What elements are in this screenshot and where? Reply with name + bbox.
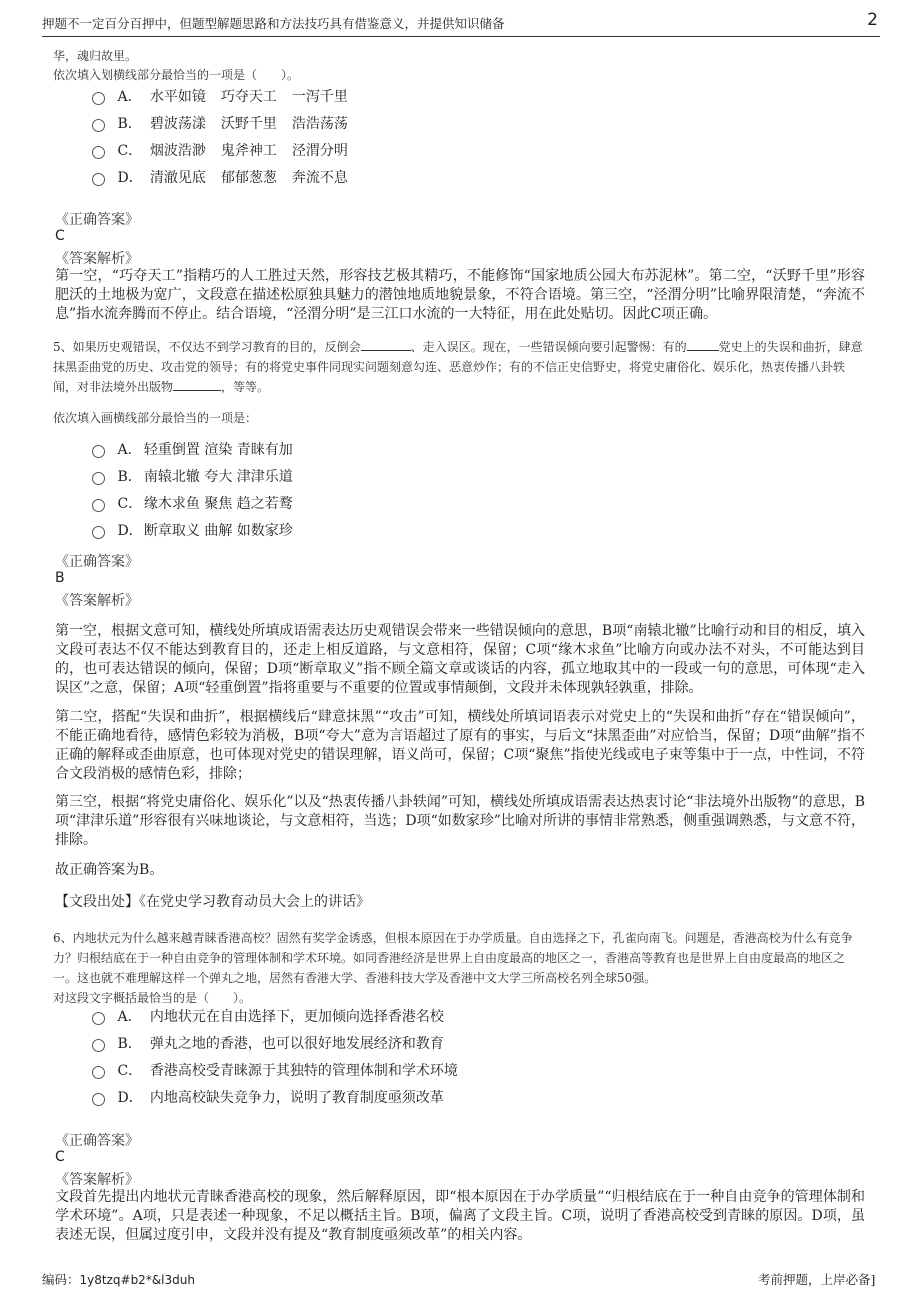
option-letter: D． [117,170,143,186]
fill-blank [173,377,221,391]
q4-analysis-label: 《答案解析》 [55,251,139,267]
radio-icon[interactable] [92,445,105,458]
option-text: 香港高校受青睐源于其独特的管理体制和学术环境 [149,1063,458,1079]
header-title: 押题不一定百分百押中，但题型解题思路和方法技巧具有借鉴意义，并提供知识储备 [42,16,505,31]
q6-stem: 6、内地状元为什么越来越青睐香港高校？固然有奖学金诱惑，但根本原因在于办学质量。自由选择之下，孔雀向南飞。问题是，香港高校为什么有竞争力？归根结底在于一种自由竞争的管理体制和学术环境。如同香港经济是世界上自由度最高的地区之一，香港高等教育也是世界上自由度最高的地区之一。这也就不难理解这样一个弹丸之地，居然有香港大学、香港科技大学及香港中文大学三所高校名列全球50强。 [53,931,853,985]
q5-answer: B [55,570,65,586]
page-header [42,10,880,37]
option-letter: B． [117,469,142,485]
q5-option-a[interactable] [92,439,293,461]
option-text: 弹丸之地的香港，也可以很好地发展经济和教育 [149,1036,444,1052]
q4-prompt: 依次填入划横线部分最恰当的一项是（ ）。 [53,68,300,82]
q5-option-c[interactable] [92,493,293,515]
page-number: 2 [867,10,878,30]
q6-analysis: 文段首先提出内地状元青睐香港高校的现象，然后解释原因，即“根本原因在于办学质量”“归根结底在于一种自由竞争的管理体制和学术环境”。A项，只是表述一种现象，不足以概括主旨。B项，偏离了文段主旨。C项，说明了香港高校受到青睐的原因。D项，虽表述无误，但属过度引申，文段并没有提及“教育制度亟须改革”的相关内容。 [55,1189,865,1243]
q5-option-d[interactable] [92,520,293,542]
q4-option-d[interactable] [92,167,363,189]
q6-option-a[interactable] [92,1006,444,1028]
option-letter: C． [117,496,143,512]
radio-icon[interactable] [92,92,105,105]
radio-icon[interactable] [92,173,105,186]
option-text: 内地状元在自由选择下，更加倾向选择香港名校 [149,1009,444,1025]
fill-blank [361,337,411,351]
radio-icon[interactable] [92,499,105,512]
option-letter: A． [117,89,142,105]
q5-analysis-label: 《答案解析》 [55,593,139,609]
option-letter: B． [117,116,142,132]
q6-analysis-label: 《答案解析》 [55,1172,139,1188]
option-text: 轻重倒置 渲染 青睐有加 [143,442,293,458]
option-text: 水平如镜 巧夺天工 一泻千里 [149,89,348,105]
option-letter: C． [117,143,143,159]
option-text: 断章取义 曲解 如数家珍 [143,523,293,539]
option-letter: B． [117,1036,142,1052]
radio-icon[interactable] [92,1093,105,1106]
q5-option-b[interactable] [92,466,293,488]
q6-option-b[interactable] [92,1033,444,1055]
radio-icon[interactable] [92,119,105,132]
option-letter: C． [117,1063,143,1079]
q5-prompt: 依次填入画横线部分最恰当的一项是： [53,411,258,425]
q5-analysis-p2: 第二空，搭配“失误和曲折”，根据横线后“肆意抹黑”“攻击”可知，横线处所填词语表示对党史上的“失误和曲折”存在“错误倾向”，不能正确地看待，感情色彩较为消极，B项“夸大”意为言语超过了原有的事实，与后文“抹黑歪曲”对应恰当，保留；D项“曲解”指不正确的解释或歪曲原意，也可体现对党史的错误理解，语义尚可，保留；C项“聚焦”指使光线或电子束等集中于一点，中性词，不符合文段消极的感情色彩，排除； [55,709,865,782]
q4-option-c[interactable] [92,140,363,162]
radio-icon[interactable] [92,526,105,539]
option-letter: A． [117,442,142,458]
option-text: 烟波浩渺 鬼斧神工 泾渭分明 [149,143,348,159]
option-text: 内地高校缺失竞争力，说明了教育制度亟须改革 [149,1090,444,1106]
q5-analysis-p3: 第三空，根据“将党史庸俗化、娱乐化”以及“热衷传播八卦轶闻”可知，横线处所填成语需表达热衷讨论“非法境外出版物”的意思，B项“津津乐道”形容很有兴味地谈论，与文意相符，当选；D项“如数家珍”比喻对所讲的事情非常熟悉，侧重强调熟悉，与文意不符，排除。 [55,794,865,848]
q6-option-c[interactable] [92,1060,458,1082]
q4-analysis: 第一空，“巧夺天工”指精巧的人工胜过天然，形容技艺极其精巧，不能修饰“国家地质公园大布苏泥林”。第二空，“沃野千里”形容肥沃的土地极为宽广，文段意在描述松原独具魅力的潜蚀地质地貌景象，不符合语境。第三空，“泾渭分明”比喻界限清楚，“奔流不息”指水流奔腾而不停止。结合语境，“泾渭分明”是三江口水流的一大特征，用在此处贴切。因此C项正确。 [55,268,865,322]
q6-prompt: 对这段文字概括最恰当的是（ ）。 [53,991,252,1005]
q5-stem: 5、如果历史观错误，不仅达不到学习教育的目的，反倒会 、走入误区。现在，一些错误倾向要引起警惕：有的 党史上的失误和曲折，肆意抹黑歪曲党的历史、攻击党的领导；有的将党史事件同现实问题刻意勾连、恶意炒作；有的不信正史信野史，将党史庸俗化、娱乐化，热衷传播八卦轶闻，对非法境外出版物 ，等等。 [53,337,865,397]
q4-option-b[interactable] [92,113,363,135]
q5-analysis-p1: 第一空，根据文意可知，横线处所填成语需表达历史观错误会带来一些错误倾向的意思，B项“南辕北辙”比喻行动和目的相反，填入文段可表达不仅不能达到教育目的，还走上相反道路，与文意相符，保留；C项“缘木求鱼”比喻方向或办法不对头，不可能达到目的，也可表达错误的倾向，保留；D项“断章取义”指不顾全篇文章或谈话的内容，孤立地取其中的一段或一句的意思，可体现“走入误区”之意，保留；A项“轻重倒置”指将重要与不重要的位置或事情颠倒，文段并未体现孰轻孰重，排除。 [55,623,865,696]
option-text: 碧波荡漾 沃野千里 浩浩荡荡 [149,116,348,132]
q6-answer-label: 《正确答案》 [55,1133,139,1149]
radio-icon[interactable] [92,1066,105,1079]
option-letter: D． [117,1090,143,1106]
q5-source: 【文段出处】《在党史学习教育动员大会上的讲话》 [55,894,370,910]
option-text: 南辕北辙 夸大 津津乐道 [143,469,293,485]
footer-code: 编码：1y8tzq#b2*&l3duh [42,1272,195,1287]
radio-icon[interactable] [92,1039,105,1052]
radio-icon[interactable] [92,472,105,485]
radio-icon[interactable] [92,1012,105,1025]
q5-conclusion: 故正确答案为B。 [55,862,164,878]
option-letter: A． [117,1009,142,1025]
q6-option-d[interactable] [92,1087,444,1109]
q4-stem-tail: 华，魂归故里。 [53,49,138,63]
q5-answer-label: 《正确答案》 [55,554,139,570]
footer-slogan: 考前押题，上岸必备] [758,1272,876,1287]
option-text: 缘木求鱼 聚焦 趋之若鹜 [143,496,293,512]
q6-answer: C [55,1149,65,1165]
radio-icon[interactable] [92,146,105,159]
q4-answer-label: 《正确答案》 [55,212,139,228]
q4-option-a[interactable] [92,86,363,108]
option-letter: D． [117,523,143,539]
option-text: 清澈见底 郁郁葱葱 奔流不息 [149,170,348,186]
fill-blank [687,337,719,351]
q4-answer: C [55,228,65,244]
